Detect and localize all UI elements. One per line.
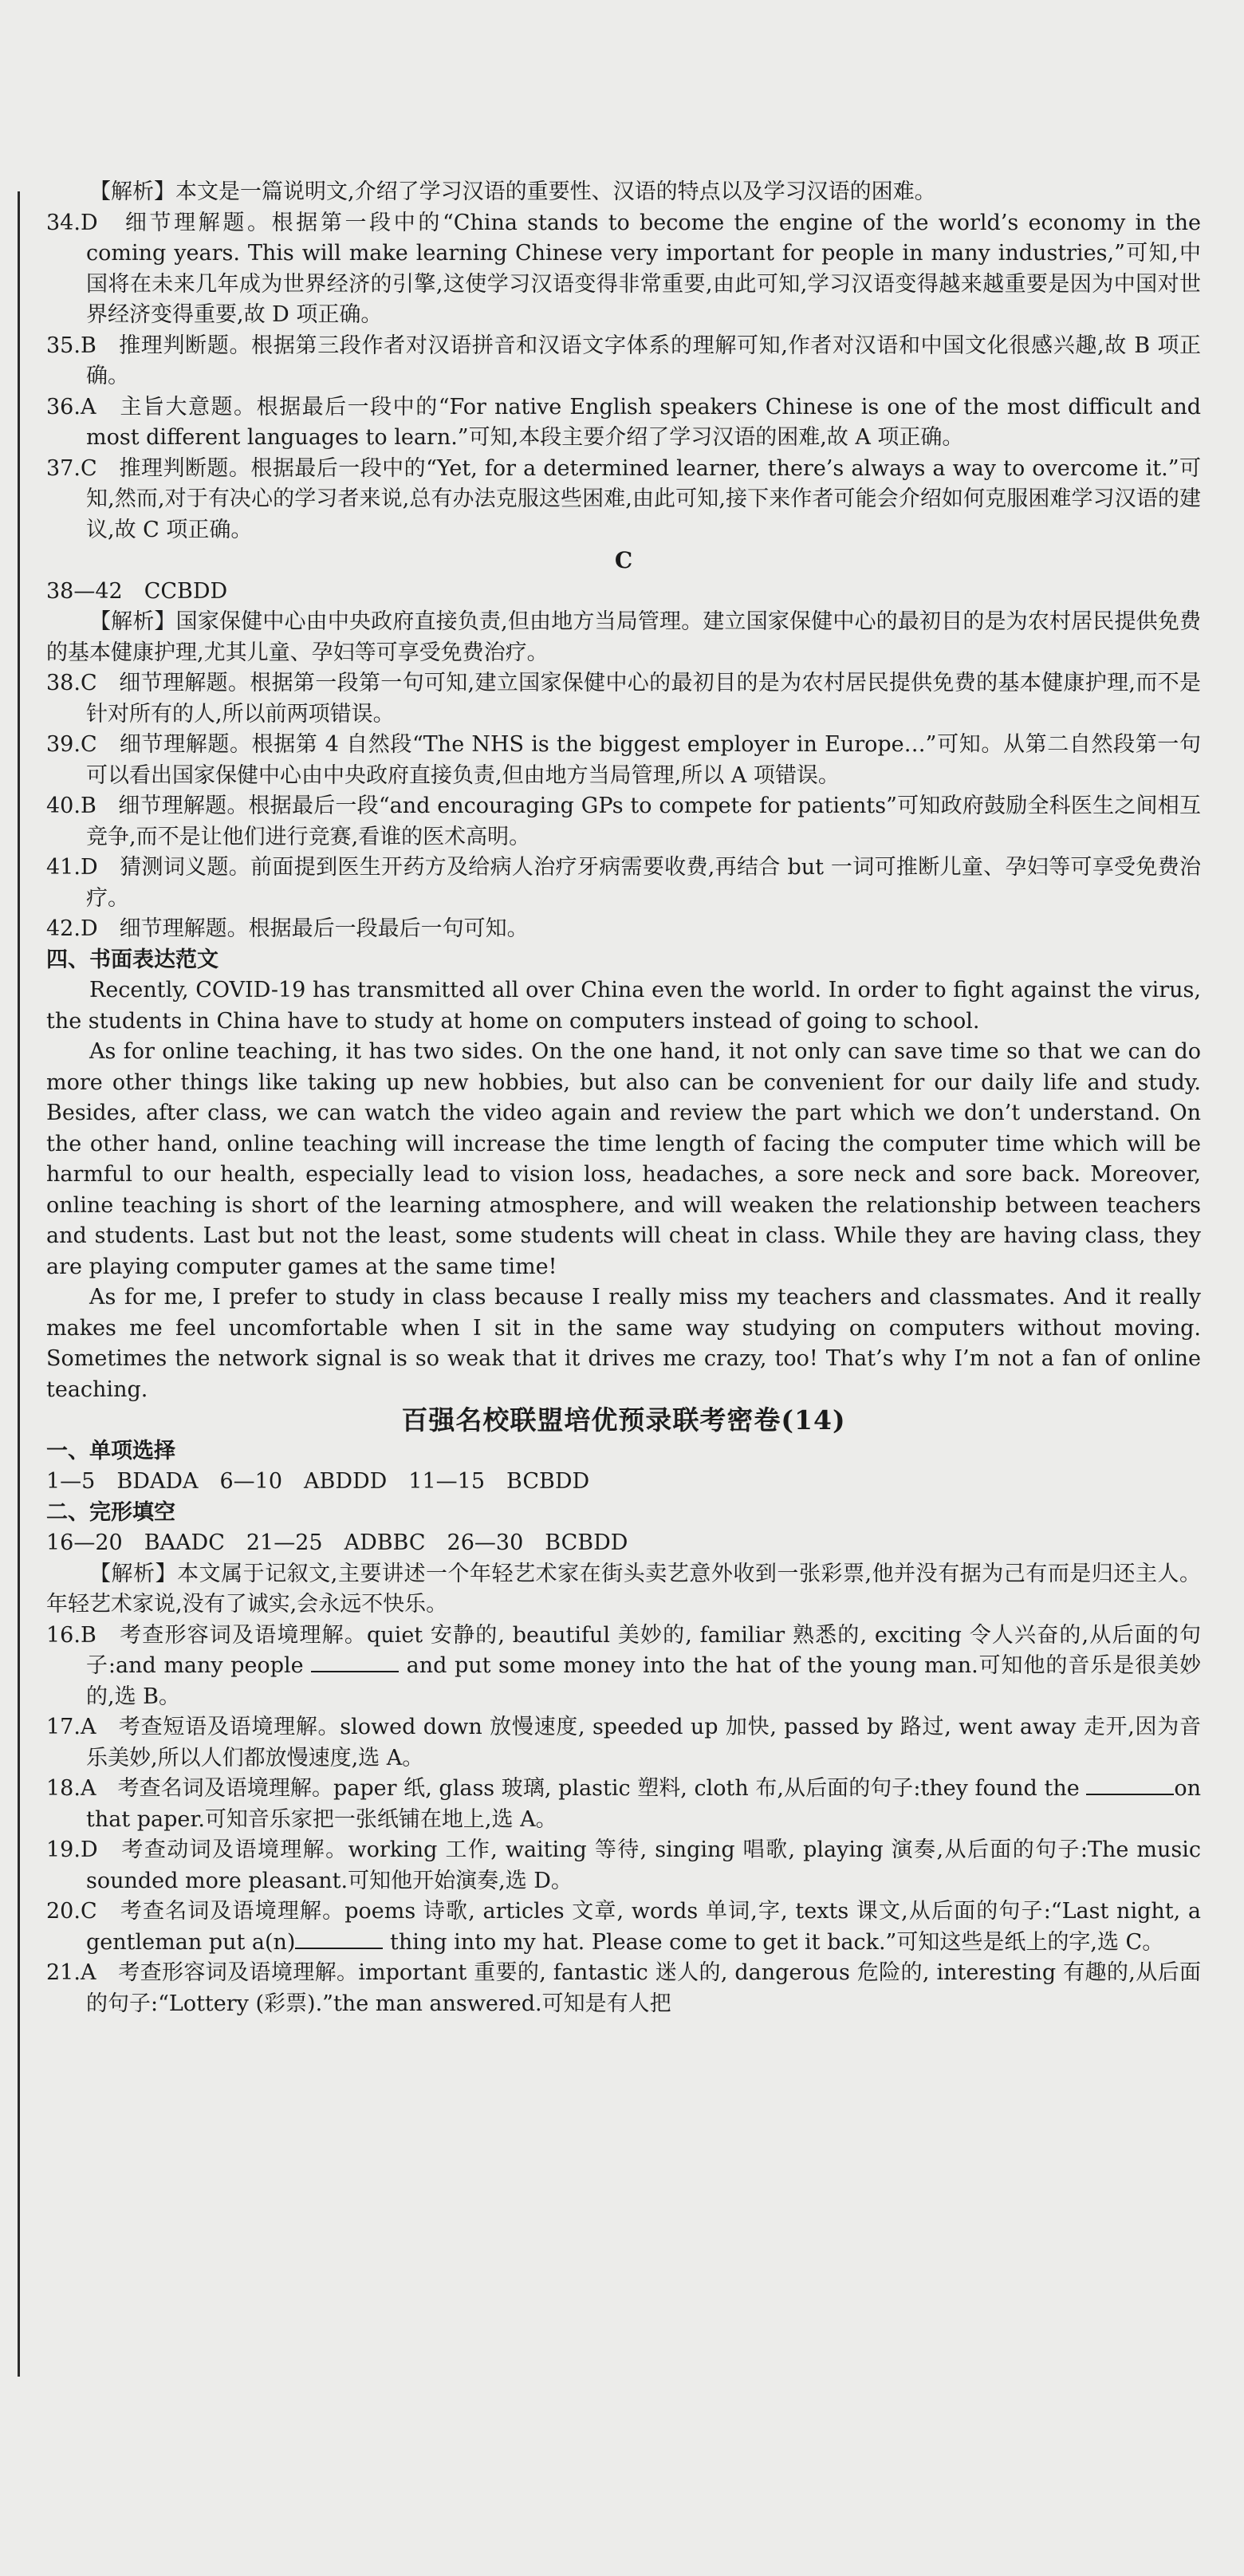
answer-42: 42.D 细节理解题。根据最后一段最后一句可知。 (46, 916, 529, 941)
section-1-heading: 一、单项选择 (46, 1438, 175, 1463)
answer-16-part-2: and put some money into the hat of the young man.可知他的音乐是很美妙的,选 B。 (86, 1653, 1202, 1709)
writing-heading: 四、书面表达范文 (46, 947, 218, 972)
cloze-analysis: 【解析】本文属于记叙文,主要讲述一个年轻艺术家在街头卖艺意外收到一张彩票,他并没有据为己有而是归还主人。年轻艺术家说,没有了诚实,会永远不快乐。 (46, 1561, 1201, 1617)
answer-35: 35.B 推理判断题。根据第三段作者对汉语拼音和汉语文字体系的理解可知,作者对汉语和中国文化很感兴趣,故 B 项正确。 (46, 333, 1201, 388)
answer-21: 21.A 考查形容词及语境理解。important 重要的, fantastic 迷人的, dangerous 危险的, interesting 有趣的,从后面的句子:“Lottery (彩票).”the man answered.可知是有人把 (46, 1960, 1201, 2016)
answer-37: 37.C 推理判断题。根据最后一段中的“Yet, for a determined learner, there’s always a way to overcome it.”可知,然而,对于有决心的学习者来说,总有办法克服这些困难,由此可知,接下来作者可能会介绍如何克服困难学习汉语的建议,故 C 项正确。 (46, 455, 1201, 542)
answer-20-part-1: 20.C 考查名词及语境理解。poems 诗歌, articles 文章, words 单词,字, texts 课文,从后面的句子:“Last night, a gentleman put a(n) (46, 1899, 1201, 1955)
answer-36: 36.A 主旨大意题。根据最后一段中的“For native English speakers Chinese is one of the most difficult and most different languages to learn.”可知,本段主要介绍了学习汉语的困难,故 A 项正确。 (46, 394, 1201, 450)
left-margin-line (18, 191, 20, 2377)
answer-18-part-1: 18.A 考查名词及语境理解。paper 纸, glass 玻璃, plastic 塑料, cloth 布,从后面的句子:they found the (46, 1776, 1080, 1801)
answer-18 (46, 1774, 1201, 1835)
answer-19: 19.D 考查动词及语境理解。working 工作, waiting 等待, singing 唱歌, playing 演奏,从后面的句子:The music sounded more pleasant.可知他开始演奏,选 D。 (46, 1837, 1201, 1893)
fill-blank (311, 1653, 399, 1672)
essay-paragraph-3: As for me, I prefer to study in class because I really miss my teachers and classmates. And it really makes me feel uncomfortable when I sit in the same way studying on computers without moving. Sometimes the network signal is so weak that it drives me crazy, too! That’s why I’m not a fan of online teaching. (46, 1285, 1201, 1402)
answer-16-part-1: 16.B 考查形容词及语境理解。quiet 安静的, beautiful 美妙的, familiar 熟悉的, exciting 令人兴奋的,从后面的句子:and many people (46, 1622, 1201, 1678)
answer-18-part-2: on that paper.可知音乐家把一张纸铺在地上,选 A。 (86, 1776, 1201, 1832)
answer-17: 17.A 考查短语及语境理解。slowed down 放慢速度, speeded up 加快, passed by 路过, went away 走开,因为音乐美妙,所以人们都放慢速度,选 A。 (46, 1715, 1201, 1771)
answer-content (46, 177, 1201, 2019)
section-2-heading: 二、完形填空 (46, 1499, 175, 1525)
fill-blank (1086, 1776, 1174, 1795)
answer-39: 39.C 细节理解题。根据第 4 自然段“The NHS is the biggest employer in Europe…”可知。从第二自然段第一句可以看出国家保健中心由中央政府直接负责,但由地方当局管理,所以 A 项错误。 (46, 732, 1201, 788)
section-2-answers: 16—20 BAADC 21—25 ADBBC 26—30 BCBDD (46, 1530, 628, 1555)
answer-41: 41.D 猜测词义题。前面提到医生开药方及给病人治疗牙病需要收费,再结合 but 一词可推断儿童、孕妇等可享受免费治疗。 (46, 855, 1201, 911)
essay-paragraph-1: Recently, COVID-19 has transmitted all over China even the world. In order to fight against the virus, the students in China have to study at home on computers instead of going to school. (46, 978, 1201, 1034)
passage-b-analysis: 【解析】本文是一篇说明文,介绍了学习汉语的重要性、汉语的特点以及学习汉语的困难。 (89, 179, 936, 204)
passage-c-heading: C (614, 547, 633, 573)
answer-40: 40.B 细节理解题。根据最后一段“and encouraging GPs to compete for patients”可知政府鼓励全科医生之间相互竞争,而不是让他们进行竞赛,看谁的医术高明。 (46, 794, 1201, 849)
answer-20-part-2: thing into my hat. Please come to get it back.”可知这些是纸上的字,选 C。 (390, 1929, 1164, 1955)
answer-16 (46, 1621, 1201, 1713)
answer-34: 34.D 细节理解题。根据第一段中的“China stands to become the engine of the world’s economy in the coming years. This will make learning Chinese very important for people in many industries,”可知,中国将在未来几年成为世界经济的引擎,这使学习汉语变得非常重要,由此可知,学习汉语变得越来越重要是因为中国对世界经济变得重要,故 D 项正确。 (46, 210, 1201, 327)
passage-c-analysis: 【解析】国家保健中心由中央政府直接负责,但由地方当局管理。建立国家保健中心的最初目的是为农村居民提供免费的基本健康护理,尤其儿童、孕妇等可享受免费治疗。 (46, 609, 1201, 665)
fill-blank (295, 1930, 383, 1949)
exam-title: 百强名校联盟培优预录联考密卷(14) (401, 1404, 846, 1436)
answer-38: 38.C 细节理解题。根据第一段第一句可知,建立国家保健中心的最初目的是为农村居民提供免费的基本健康护理,而不是针对所有的人,所以前两项错误。 (46, 671, 1201, 727)
answer-20 (46, 1897, 1201, 1958)
essay-paragraph-2: As for online teaching, it has two sides. On the one hand, it not only can save time so that we can do more other things like taking up new hobbies, but also can be convenient for our daily life and study. Besides, after class, we can watch the video again and review the part which we don’t understand. On the other hand, online teaching will increase the time length of facing the computer time which will be harmful to our health, especially lead to vision loss, headaches, a sore neck and sore back. Moreover, online teaching is short of the learning atmosphere, and will weaken the relationship between teachers and students. Last but not the least, some students will cheat in class. While they are having class, they are playing computer games at the same time! (46, 1039, 1201, 1279)
passage-c-answers: 38—42 CCBDD (46, 578, 228, 604)
section-1-answers: 1—5 BDADA 6—10 ABDDD 11—15 BCBDD (46, 1469, 590, 1494)
